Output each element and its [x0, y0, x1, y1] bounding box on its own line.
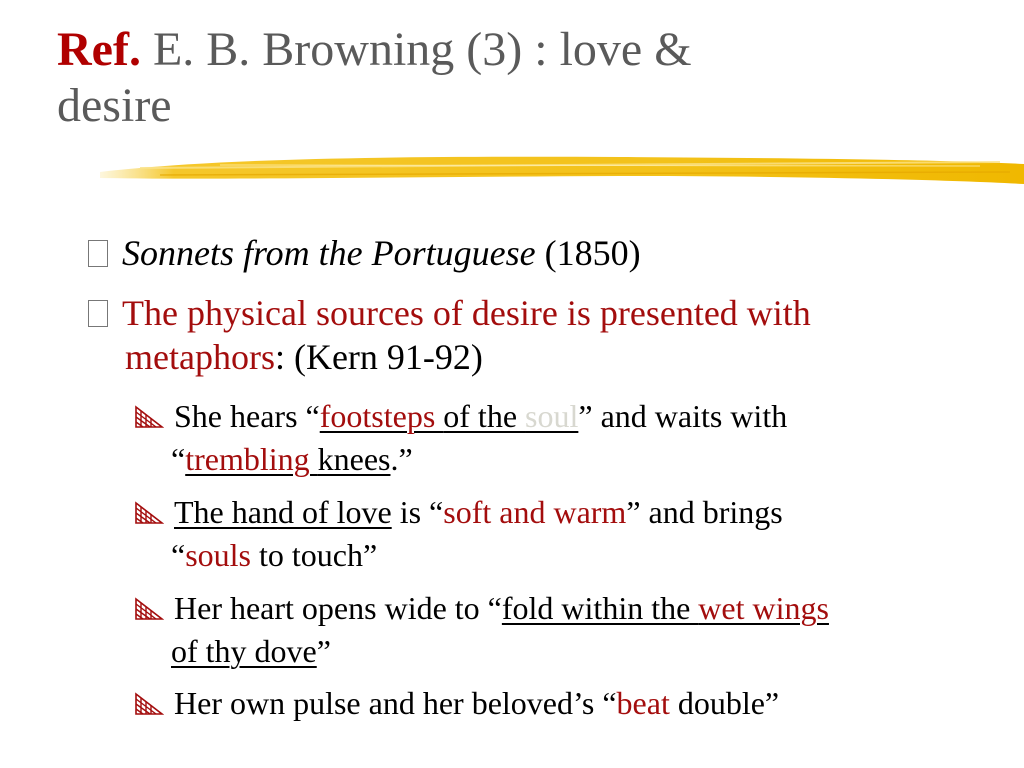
- slide-title: [57, 22, 957, 134]
- bullet-sonnets: [88, 231, 641, 275]
- book-year: (1850): [544, 233, 641, 273]
- yellow-brush-stroke-icon: [100, 150, 1024, 188]
- bullet-box-icon: [88, 300, 108, 327]
- book-title: Sonnets from the Portuguese: [122, 233, 536, 273]
- hatched-triangle-icon: [134, 597, 164, 621]
- hatched-triangle-icon: [134, 405, 164, 429]
- bullet-red-text: The physical sources of desire is presented with: [122, 293, 811, 333]
- title-text: E. B. Browning (3) : love &: [152, 23, 692, 76]
- bullet-red-text2: metaphors: [125, 337, 275, 377]
- subbullet-footsteps: She hears “footsteps of the soul” and waits with “trembling knees.”: [134, 395, 1014, 481]
- subbullet-hand-of-love: The hand of love is “soft and warm” and brings “souls to touch”: [134, 491, 1014, 577]
- title-text-line2: desire: [57, 79, 172, 132]
- bullet-citation: : (Kern 91-92): [274, 337, 483, 377]
- hatched-triangle-icon: [134, 501, 164, 525]
- title-ref-label: Ref.: [57, 23, 141, 76]
- bullet-box-icon: [88, 240, 108, 267]
- subbullet-heart-opens: Her heart opens wide to “fold within the wet wings of thy dove”: [134, 587, 1014, 673]
- subbullet-pulse: Her own pulse and her beloved’s “beat double”: [134, 682, 1014, 725]
- bullet-physical-sources: [88, 291, 1018, 379]
- hatched-triangle-icon: [134, 692, 164, 716]
